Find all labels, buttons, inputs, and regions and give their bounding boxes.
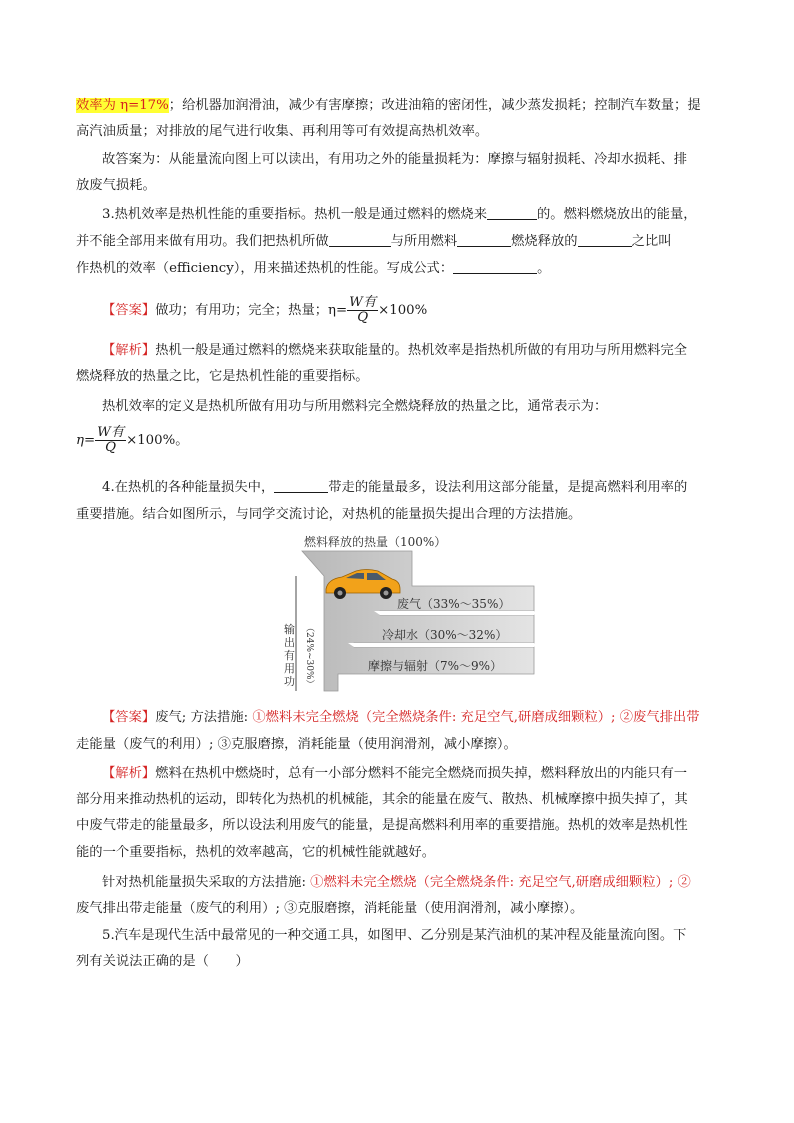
- question-3-line: 作热机的效率（efficiency），用来描述热机的性能。写成公式： 。: [76, 261, 551, 276]
- analysis-4-line: 针对热机能量损失采取的方法措施: ①燃料未完全燃烧（完全燃烧条件: 充足空气,研磨成细颗粒）; ②: [102, 875, 691, 890]
- question-4-line: 4.在热机的各种能量损失中， 带走的能量最多，设法利用这部分能量，是提高燃料利用率的: [102, 480, 688, 495]
- paragraph-line: 故答案为：从能量流向图上可以读出，有用功之外的能量损耗为：摩擦与辐射损耗、冷却水损耗、排: [102, 152, 688, 167]
- energy-flow-figure: [282, 531, 540, 697]
- analysis-3-formula: η= $\frac{\text{W有}}{Q}$ ×100%。: [76, 425, 189, 455]
- friction-radiation-label: 摩擦与辐射（7%～9%）: [368, 659, 503, 673]
- question-4-line: 重要措施。结合如图所示，与同学交流讨论，对热机的能量损失提出合理的方法措施。: [76, 507, 582, 522]
- answer-tag: 【答案】: [102, 303, 156, 318]
- answer-blank: [578, 232, 632, 247]
- answer-blank: [329, 232, 391, 247]
- analysis-4-line: 废气排出带走能量（废气的利用）; ③克服磨擦，消耗能量（使用润滑剂，减小摩擦）。: [76, 901, 584, 916]
- analysis-4-line: 中废气带走的能量最多，所以设法利用废气的能量，是提高燃料利用率的重要措施。热机的效率是热机性: [76, 818, 688, 833]
- question-3-line: 并不能全部用来做有用功。我们把热机所做 与所用燃料 燃烧释放的 之比叫: [76, 234, 672, 249]
- question-3-line: 3.热机效率是热机性能的重要指标。热机一般是通过燃料的燃烧来 的。燃料燃烧放出的能量，: [102, 207, 697, 222]
- question-5-line: 5.汽车是现代生活中最常见的一种交通工具，如图甲、乙分别是某汽油机的某冲程及能量流向图。下: [102, 928, 687, 943]
- efficiency-fraction: $\frac{\text{W有}}{Q}$: [349, 295, 377, 325]
- answer-blank: [487, 205, 537, 220]
- answer-4-line: 【答案】废气; 方法措施: ①燃料未完全燃烧（完全燃烧条件: 充足空气,研磨成细颗粒）; ②废气排出带: [102, 710, 700, 725]
- paragraph-line: 效率为 η=17%；给机器加润滑油，减少有害摩擦；改进油箱的密闭性，减少蒸发损耗；控制汽车数量；提: [76, 98, 701, 113]
- paragraph-line: 放废气损耗。: [76, 178, 156, 193]
- analysis-4-line: 部分用来推动热机的运动，即转化为热机的机械能，其余的能量在废气、散热、机械摩擦中损失掉了，其: [76, 792, 688, 807]
- efficiency-fraction: $\frac{\text{W有}}{Q}$: [97, 425, 125, 455]
- analysis-4-line: 【解析】燃料在热机中燃烧时，总有一小部分燃料不能完全燃烧而损失掉，燃料释放出的内能只有一: [102, 766, 688, 781]
- answer-tag: 【答案】: [102, 710, 156, 725]
- paragraph-line: 高汽油质量；对排放的尾气进行收集、再利用等可有效提高热机效率。: [76, 124, 489, 139]
- answer-4-line: 走能量（废气的利用）; ③克服磨擦，消耗能量（使用润滑剂，减小摩擦）。: [76, 737, 517, 752]
- useful-work-label: 输出有用功: [284, 623, 295, 688]
- analysis-tag: 【解析】: [102, 766, 156, 781]
- analysis-3-line: 燃烧释放的热量之比，它是热机性能的重要指标。: [76, 369, 369, 384]
- answer-blank: [457, 232, 511, 247]
- heat-released-label: 燃料释放的热量（100%）: [304, 535, 447, 549]
- exhaust-label: 废气（33%～35%）: [397, 597, 511, 611]
- highlighted-efficiency: 效率为 η=17%: [76, 98, 169, 113]
- analysis-4-line: 能的一个重要指标，热机的效率越高，它的机械性能就越好。: [76, 845, 436, 860]
- answer-3: 【答案】做功；有用功；完全；热量；η= $\frac{\text{W有}}{Q}$ ×100%: [102, 295, 428, 325]
- analysis-3-line: 热机效率的定义是热机所做有用功与所用燃料完全燃烧释放的热量之比，通常表示为：: [102, 399, 608, 414]
- answer-blank: [453, 259, 537, 274]
- answer-blank: [274, 478, 328, 493]
- cooling-water-label: 冷却水（30%～32%）: [382, 628, 508, 642]
- analysis-tag: 【解析】: [102, 343, 156, 358]
- useful-work-percent: （24%~30%）: [304, 623, 314, 689]
- question-5-line: 列有关说法正确的是（ ）: [76, 954, 249, 969]
- analysis-3-line: 【解析】热机一般是通过燃料的燃烧来获取能量的。热机效率是指热机所做的有用功与所用燃料完全: [102, 343, 688, 358]
